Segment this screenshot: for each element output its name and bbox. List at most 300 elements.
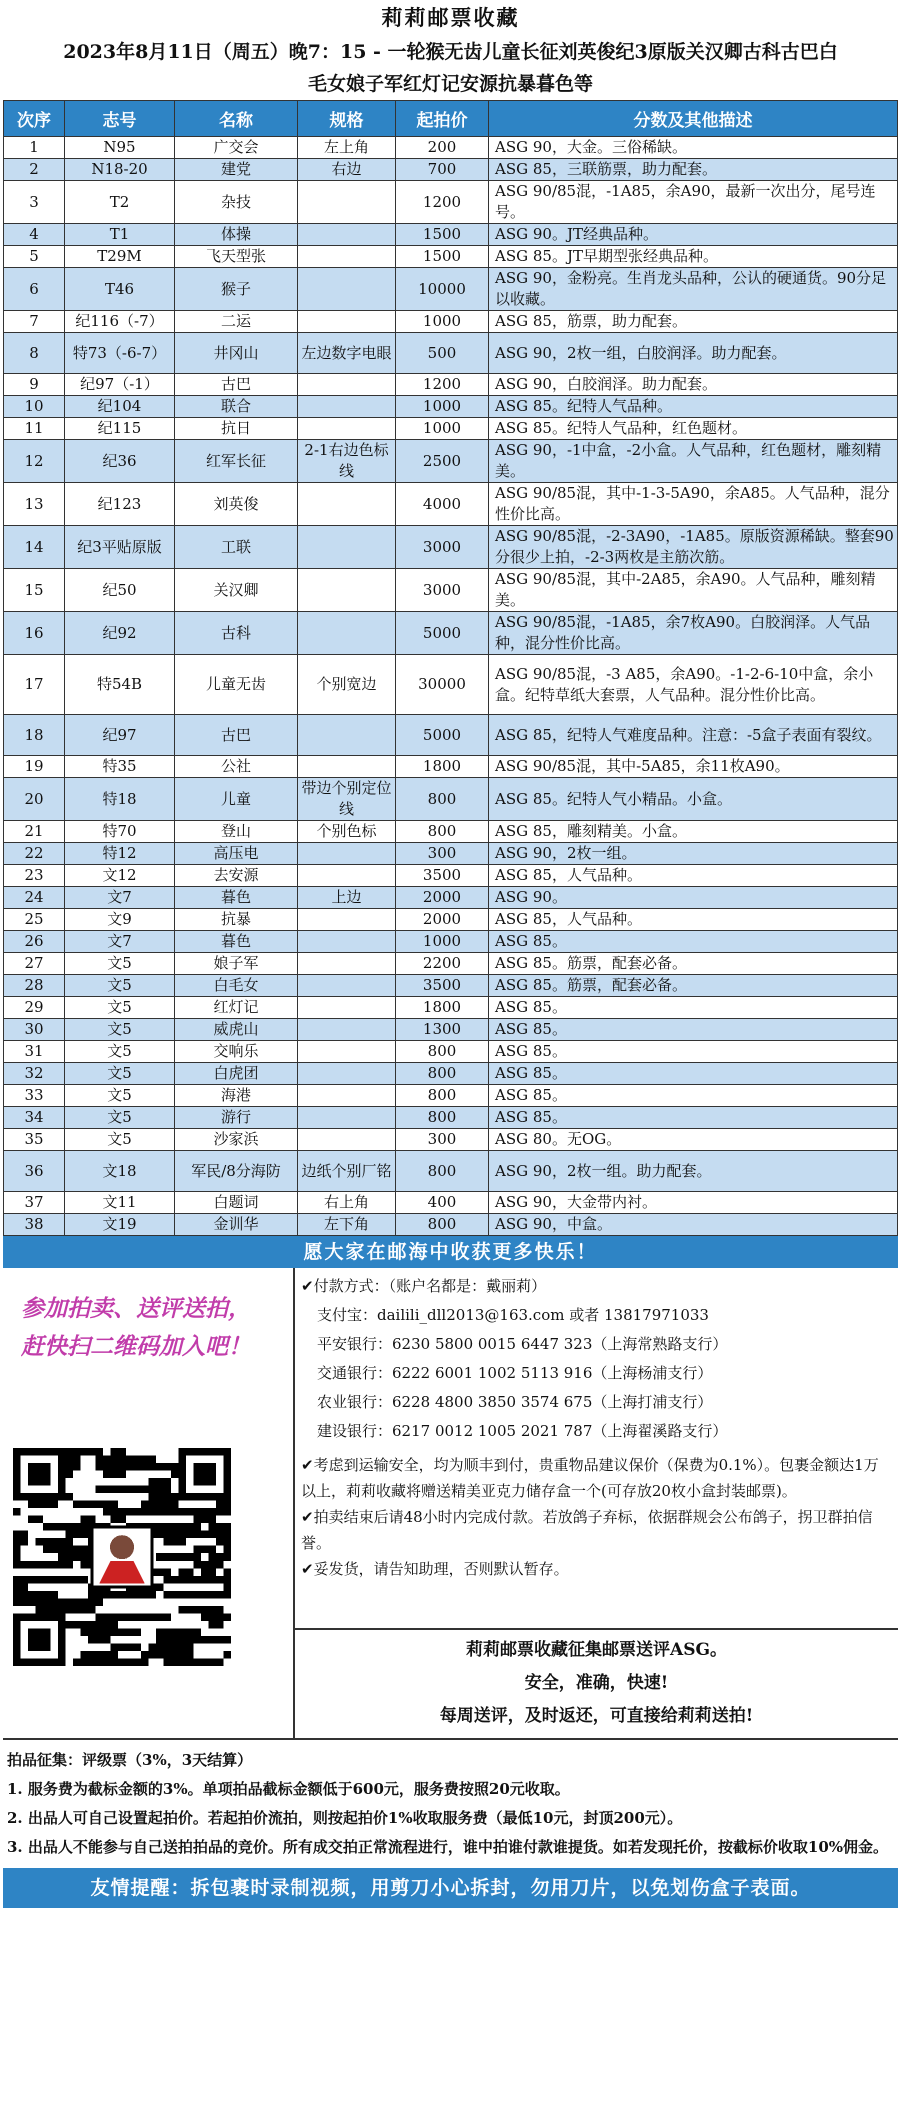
table-row bbox=[4, 418, 898, 440]
row-no: 38 bbox=[4, 1214, 65, 1236]
row-no: 4 bbox=[4, 224, 65, 246]
row-no: 33 bbox=[4, 1085, 65, 1107]
promo-line1: 参加拍卖、送评送拍， bbox=[21, 1295, 251, 1322]
row-price: 800 bbox=[396, 778, 489, 821]
row-price: 1000 bbox=[396, 396, 489, 418]
table-row bbox=[4, 1063, 898, 1085]
row-name: 暮色 bbox=[175, 887, 298, 909]
table-row bbox=[4, 1107, 898, 1129]
row-spec bbox=[298, 1041, 396, 1063]
row-code: 特35 bbox=[65, 756, 175, 778]
table-row bbox=[4, 1151, 898, 1192]
row-price: 1800 bbox=[396, 997, 489, 1019]
row-code: T2 bbox=[65, 181, 175, 224]
row-no: 13 bbox=[4, 483, 65, 526]
row-price: 500 bbox=[396, 333, 489, 374]
row-spec bbox=[298, 1019, 396, 1041]
row-desc: ASG 90，2枚一组。 bbox=[489, 843, 898, 865]
row-no: 37 bbox=[4, 1192, 65, 1214]
row-no: 20 bbox=[4, 778, 65, 821]
table-row bbox=[4, 396, 898, 418]
row-desc: ASG 85。 bbox=[489, 1063, 898, 1085]
row-code: 纪36 bbox=[65, 440, 175, 483]
row-no: 15 bbox=[4, 569, 65, 612]
row-no: 6 bbox=[4, 268, 65, 311]
asg-line1: 莉莉邮票收藏征集邮票送评ASG。 bbox=[466, 1640, 727, 1660]
row-desc: ASG 90/85混，其中-1-3-5A90，余A85。人气品种，混分性价比高。 bbox=[489, 483, 898, 526]
row-name: 关汉卿 bbox=[175, 569, 298, 612]
row-price: 1200 bbox=[396, 374, 489, 396]
row-name: 去安源 bbox=[175, 865, 298, 887]
row-no: 26 bbox=[4, 931, 65, 953]
table-row bbox=[4, 909, 898, 931]
row-desc: ASG 90/85混，其中-2A85，余A90。人气品种，雕刻精美。 bbox=[489, 569, 898, 612]
row-code: 特12 bbox=[65, 843, 175, 865]
row-desc: ASG 85，纪特人气难度品种。注意：-5盒子表面有裂纹。 bbox=[489, 715, 898, 756]
table-row bbox=[4, 821, 898, 843]
table-row bbox=[4, 715, 898, 756]
row-no: 21 bbox=[4, 821, 65, 843]
row-price: 1500 bbox=[396, 246, 489, 268]
row-code: T1 bbox=[65, 224, 175, 246]
row-spec bbox=[298, 1063, 396, 1085]
row-price: 300 bbox=[396, 843, 489, 865]
row-spec bbox=[298, 483, 396, 526]
row-no: 22 bbox=[4, 843, 65, 865]
row-price: 1500 bbox=[396, 224, 489, 246]
greeting-banner: 愿大家在邮海中收获更多快乐！ bbox=[3, 1236, 898, 1268]
row-price: 1000 bbox=[396, 311, 489, 333]
row-price: 1000 bbox=[396, 931, 489, 953]
rule-item: 1. 服务费为截标金额的3%。单项拍品截标金额低于600元，服务费按照20元收取。 bbox=[7, 1780, 570, 1798]
row-spec bbox=[298, 181, 396, 224]
row-name: 联合 bbox=[175, 396, 298, 418]
row-name: 沙家浜 bbox=[175, 1129, 298, 1151]
row-code: 纪104 bbox=[65, 396, 175, 418]
row-name: 公社 bbox=[175, 756, 298, 778]
notice-list bbox=[295, 1446, 898, 1582]
row-no: 1 bbox=[4, 137, 65, 159]
row-no: 29 bbox=[4, 997, 65, 1019]
alipay-account: 支付宝：dailili_dll2013@163.com 或者 13817971033 bbox=[317, 1306, 709, 1324]
row-no: 19 bbox=[4, 756, 65, 778]
row-spec bbox=[298, 931, 396, 953]
row-code: 文5 bbox=[65, 1063, 175, 1085]
table-header-row bbox=[4, 101, 898, 137]
row-code: 文11 bbox=[65, 1192, 175, 1214]
row-price: 3000 bbox=[396, 526, 489, 569]
row-no: 3 bbox=[4, 181, 65, 224]
table-row bbox=[4, 1129, 898, 1151]
row-spec: 上边 bbox=[298, 887, 396, 909]
row-spec bbox=[298, 311, 396, 333]
stamp-table bbox=[3, 100, 898, 1236]
notice-item: ✔考虑到运输安全，均为顺丰到付，贵重物品建议保价（保费为0.1%）。包裹金额达1万以上，莉莉收藏将赠送精美亚克力储存盒一个(可存放20枚小盒封装邮票)。 bbox=[301, 1456, 879, 1500]
row-name: 娘子军 bbox=[175, 953, 298, 975]
row-no: 32 bbox=[4, 1063, 65, 1085]
row-name: 抗暴 bbox=[175, 909, 298, 931]
row-desc: ASG 90，2枚一组。助力配套。 bbox=[489, 1151, 898, 1192]
row-desc: ASG 85。 bbox=[489, 1041, 898, 1063]
row-desc: ASG 85。 bbox=[489, 931, 898, 953]
payment-title: ✔付款方式：（账户名都是：戴丽莉） bbox=[301, 1277, 547, 1295]
row-desc: ASG 90/85混，-3 A85，余A90。-1-2-6-10中盒，余小盒。纪特草纸大套票，人气品种。混分性价比高。 bbox=[489, 655, 898, 715]
table-row bbox=[4, 159, 898, 181]
row-price: 800 bbox=[396, 1151, 489, 1192]
row-price: 1300 bbox=[396, 1019, 489, 1041]
table-row bbox=[4, 137, 898, 159]
row-name: 红灯记 bbox=[175, 997, 298, 1019]
row-spec bbox=[298, 374, 396, 396]
row-name: 井冈山 bbox=[175, 333, 298, 374]
table-row bbox=[4, 1214, 898, 1236]
row-no: 14 bbox=[4, 526, 65, 569]
row-no: 8 bbox=[4, 333, 65, 374]
row-spec bbox=[298, 396, 396, 418]
row-no: 34 bbox=[4, 1107, 65, 1129]
row-spec bbox=[298, 1129, 396, 1151]
row-code: 特73（-6-7） bbox=[65, 333, 175, 374]
row-spec bbox=[298, 756, 396, 778]
row-spec: 左边数字电眼 bbox=[298, 333, 396, 374]
row-code: T29M bbox=[65, 246, 175, 268]
row-no: 23 bbox=[4, 865, 65, 887]
row-price: 5000 bbox=[396, 715, 489, 756]
row-no: 12 bbox=[4, 440, 65, 483]
info-section bbox=[3, 1268, 898, 1740]
row-desc: ASG 85。 bbox=[489, 1107, 898, 1129]
row-no: 30 bbox=[4, 1019, 65, 1041]
header-price: 起拍价 bbox=[396, 101, 489, 137]
row-desc: ASG 80。无OG。 bbox=[489, 1129, 898, 1151]
auction-title-line2: 毛女娘子军红灯记安源抗暴暮色等 bbox=[307, 73, 593, 95]
row-price: 1800 bbox=[396, 756, 489, 778]
row-code: 文5 bbox=[65, 1041, 175, 1063]
header-spec: 规格 bbox=[298, 101, 396, 137]
row-desc: ASG 85。JT早期型张经典品种。 bbox=[489, 246, 898, 268]
row-desc: ASG 90。JT经典品种。 bbox=[489, 224, 898, 246]
row-price: 800 bbox=[396, 1214, 489, 1236]
row-price: 800 bbox=[396, 1085, 489, 1107]
table-row bbox=[4, 953, 898, 975]
row-desc: ASG 85，雕刻精美。小盒。 bbox=[489, 821, 898, 843]
asg-line2: 安全，准确，快速! bbox=[524, 1673, 669, 1693]
row-spec: 右边 bbox=[298, 159, 396, 181]
consignment-rules bbox=[3, 1740, 898, 1862]
row-spec bbox=[298, 975, 396, 997]
row-name: 交响乐 bbox=[175, 1041, 298, 1063]
row-no: 16 bbox=[4, 612, 65, 655]
row-name: 工联 bbox=[175, 526, 298, 569]
row-name: 军民/8分海防 bbox=[175, 1151, 298, 1192]
payment-info bbox=[295, 1268, 898, 1446]
asg-line3: 每周送评，及时返还，可直接给莉莉送拍! bbox=[439, 1706, 754, 1726]
row-no: 36 bbox=[4, 1151, 65, 1192]
table-row bbox=[4, 756, 898, 778]
row-spec bbox=[298, 909, 396, 931]
row-desc: ASG 90，2枚一组，白胶润泽。助力配套。 bbox=[489, 333, 898, 374]
row-spec bbox=[298, 997, 396, 1019]
row-desc: ASG 85。 bbox=[489, 997, 898, 1019]
row-price: 300 bbox=[396, 1129, 489, 1151]
row-name: 红军长征 bbox=[175, 440, 298, 483]
row-price: 3000 bbox=[396, 569, 489, 612]
row-spec bbox=[298, 843, 396, 865]
row-spec bbox=[298, 224, 396, 246]
table-row bbox=[4, 612, 898, 655]
row-spec bbox=[298, 246, 396, 268]
row-price: 2000 bbox=[396, 909, 489, 931]
header-name: 名称 bbox=[175, 101, 298, 137]
row-no: 2 bbox=[4, 159, 65, 181]
table-row bbox=[4, 997, 898, 1019]
row-name: 猴子 bbox=[175, 268, 298, 311]
row-price: 800 bbox=[396, 821, 489, 843]
table-row bbox=[4, 887, 898, 909]
shop-title: 莉莉邮票收藏 bbox=[381, 5, 520, 30]
row-price: 800 bbox=[396, 1063, 489, 1085]
notice-item: ✔拍卖结束后请48小时内完成付款。若放鸽子弃标，依据群规会公布鸽子，拐卫群拍信誉。 bbox=[301, 1508, 873, 1552]
row-desc: ASG 85，人气品种。 bbox=[489, 865, 898, 887]
row-price: 30000 bbox=[396, 655, 489, 715]
row-name: 白虎团 bbox=[175, 1063, 298, 1085]
row-name: 广交会 bbox=[175, 137, 298, 159]
row-code: T46 bbox=[65, 268, 175, 311]
row-name: 金训华 bbox=[175, 1214, 298, 1236]
row-price: 200 bbox=[396, 137, 489, 159]
row-name: 古科 bbox=[175, 612, 298, 655]
promo-column bbox=[3, 1268, 295, 1738]
table-row bbox=[4, 931, 898, 953]
row-name: 威虎山 bbox=[175, 1019, 298, 1041]
row-name: 海港 bbox=[175, 1085, 298, 1107]
table-row bbox=[4, 778, 898, 821]
row-spec: 边纸个别厂铭 bbox=[298, 1151, 396, 1192]
row-price: 400 bbox=[396, 1192, 489, 1214]
row-no: 11 bbox=[4, 418, 65, 440]
row-spec: 左下角 bbox=[298, 1214, 396, 1236]
row-price: 3500 bbox=[396, 975, 489, 997]
row-code: 文18 bbox=[65, 1151, 175, 1192]
row-desc: ASG 85。 bbox=[489, 1019, 898, 1041]
rule-item: 3. 出品人不能参与自己送拍拍品的竞价。所有成交拍正常流程进行，谁中拍谁付款谁提货。如若发现托价，按截标价收取10%佣金。 bbox=[7, 1838, 889, 1856]
row-code: 文7 bbox=[65, 887, 175, 909]
row-name: 白毛女 bbox=[175, 975, 298, 997]
row-no: 27 bbox=[4, 953, 65, 975]
table-row bbox=[4, 569, 898, 612]
row-desc: ASG 85，人气品种。 bbox=[489, 909, 898, 931]
row-spec bbox=[298, 865, 396, 887]
row-no: 7 bbox=[4, 311, 65, 333]
row-code: N18-20 bbox=[65, 159, 175, 181]
table-row bbox=[4, 374, 898, 396]
row-code: 文5 bbox=[65, 1129, 175, 1151]
row-name: 古巴 bbox=[175, 374, 298, 396]
row-name: 二运 bbox=[175, 311, 298, 333]
table-row bbox=[4, 483, 898, 526]
row-name: 登山 bbox=[175, 821, 298, 843]
row-desc: ASG 90，白胶润泽。助力配套。 bbox=[489, 374, 898, 396]
row-name: 暮色 bbox=[175, 931, 298, 953]
table-row bbox=[4, 311, 898, 333]
row-price: 800 bbox=[396, 1107, 489, 1129]
table-row bbox=[4, 246, 898, 268]
bank-account: 平安银行：6230 5800 0015 6447 323（上海常熟路支行） bbox=[317, 1335, 728, 1353]
row-no: 5 bbox=[4, 246, 65, 268]
header-code: 志号 bbox=[65, 101, 175, 137]
row-desc: ASG 85。筋票，配套必备。 bbox=[489, 975, 898, 997]
row-desc: ASG 85。 bbox=[489, 1085, 898, 1107]
row-price: 2500 bbox=[396, 440, 489, 483]
row-spec: 右上角 bbox=[298, 1192, 396, 1214]
row-code: 文5 bbox=[65, 997, 175, 1019]
table-row bbox=[4, 1019, 898, 1041]
bank-account: 建设银行：6217 0012 1005 2021 787（上海翟溪路支行） bbox=[317, 1422, 728, 1440]
asg-service-box bbox=[295, 1628, 898, 1738]
row-price: 10000 bbox=[396, 268, 489, 311]
row-desc: ASG 90，-1中盒，-2小盒。人气品种，红色题材，雕刻精美。 bbox=[489, 440, 898, 483]
table-row bbox=[4, 224, 898, 246]
header-no: 次序 bbox=[4, 101, 65, 137]
row-code: 文5 bbox=[65, 1085, 175, 1107]
row-no: 25 bbox=[4, 909, 65, 931]
row-spec: 个别色标 bbox=[298, 821, 396, 843]
row-spec: 带边个别定位线 bbox=[298, 778, 396, 821]
table-row bbox=[4, 843, 898, 865]
row-price: 700 bbox=[396, 159, 489, 181]
row-name: 高压电 bbox=[175, 843, 298, 865]
row-code: 文7 bbox=[65, 931, 175, 953]
row-no: 35 bbox=[4, 1129, 65, 1151]
row-desc: ASG 85。筋票，配套必备。 bbox=[489, 953, 898, 975]
row-desc: ASG 85。纪特人气小精品。小盒。 bbox=[489, 778, 898, 821]
row-desc: ASG 90/85混，-1A85，余7枚A90。白胶润泽。人气品种，混分性价比高。 bbox=[489, 612, 898, 655]
row-desc: ASG 90/85混，-2-3A90，-1A85。原版资源稀缺。整套90分很少上拍，-2-3两枚是主筋次筋。 bbox=[489, 526, 898, 569]
bank-account: 农业银行：6228 4800 3850 3574 675（上海打浦支行） bbox=[317, 1393, 713, 1411]
header-desc: 分数及其他描述 bbox=[489, 101, 898, 137]
row-code: 特54B bbox=[65, 655, 175, 715]
row-desc: ASG 90/85混，其中-5A85，余11枚A90。 bbox=[489, 756, 898, 778]
row-spec bbox=[298, 612, 396, 655]
row-name: 古巴 bbox=[175, 715, 298, 756]
row-price: 3500 bbox=[396, 865, 489, 887]
table-row bbox=[4, 268, 898, 311]
table-row bbox=[4, 1085, 898, 1107]
auction-title-line1: 2023年8月11日（周五）晚7：15 - 一轮猴无齿儿童长征刘英俊纪3原版关汉卿古科古巴白 bbox=[63, 41, 838, 63]
row-code: 文19 bbox=[65, 1214, 175, 1236]
table-row bbox=[4, 181, 898, 224]
qr-code-icon[interactable] bbox=[13, 1448, 231, 1666]
row-code: 特70 bbox=[65, 821, 175, 843]
table-row bbox=[4, 655, 898, 715]
row-spec bbox=[298, 526, 396, 569]
row-name: 体操 bbox=[175, 224, 298, 246]
table-row bbox=[4, 526, 898, 569]
row-spec bbox=[298, 953, 396, 975]
row-desc: ASG 90，大金带内衬。 bbox=[489, 1192, 898, 1214]
row-code: 纪115 bbox=[65, 418, 175, 440]
row-code: 文5 bbox=[65, 953, 175, 975]
row-no: 28 bbox=[4, 975, 65, 997]
row-name: 杂技 bbox=[175, 181, 298, 224]
row-no: 24 bbox=[4, 887, 65, 909]
row-code: 纪92 bbox=[65, 612, 175, 655]
row-code: N95 bbox=[65, 137, 175, 159]
row-price: 800 bbox=[396, 1041, 489, 1063]
table-row bbox=[4, 333, 898, 374]
table-row bbox=[4, 975, 898, 997]
row-code: 纪50 bbox=[65, 569, 175, 612]
row-desc: ASG 90，大金。三俗稀缺。 bbox=[489, 137, 898, 159]
row-code: 纪97 bbox=[65, 715, 175, 756]
row-code: 纪116（-7） bbox=[65, 311, 175, 333]
row-code: 文9 bbox=[65, 909, 175, 931]
row-code: 纪3平贴原版 bbox=[65, 526, 175, 569]
row-no: 9 bbox=[4, 374, 65, 396]
row-spec: 2-1右边色标线 bbox=[298, 440, 396, 483]
row-price: 4000 bbox=[396, 483, 489, 526]
row-code: 纪97（-1） bbox=[65, 374, 175, 396]
row-name: 游行 bbox=[175, 1107, 298, 1129]
row-no: 10 bbox=[4, 396, 65, 418]
row-spec: 左上角 bbox=[298, 137, 396, 159]
row-no: 31 bbox=[4, 1041, 65, 1063]
row-price: 5000 bbox=[396, 612, 489, 655]
row-price: 1000 bbox=[396, 418, 489, 440]
row-no: 17 bbox=[4, 655, 65, 715]
row-price: 2200 bbox=[396, 953, 489, 975]
row-name: 飞天型张 bbox=[175, 246, 298, 268]
row-code: 文5 bbox=[65, 975, 175, 997]
row-name: 抗日 bbox=[175, 418, 298, 440]
row-price: 2000 bbox=[396, 887, 489, 909]
row-spec bbox=[298, 715, 396, 756]
row-spec bbox=[298, 418, 396, 440]
row-desc: ASG 85。纪特人气品种，红色题材。 bbox=[489, 418, 898, 440]
table-row bbox=[4, 1192, 898, 1214]
payment-column bbox=[295, 1268, 898, 1738]
row-code: 文12 bbox=[65, 865, 175, 887]
row-spec: 个别宽边 bbox=[298, 655, 396, 715]
row-name: 儿童 bbox=[175, 778, 298, 821]
row-spec bbox=[298, 1107, 396, 1129]
row-name: 建党 bbox=[175, 159, 298, 181]
row-desc: ASG 90/85混，-1A85，余A90，最新一次出分，尾号连号。 bbox=[489, 181, 898, 224]
row-desc: ASG 90。 bbox=[489, 887, 898, 909]
promo-text bbox=[3, 1268, 293, 1366]
friendly-tip-banner: 友情提醒：拆包裹时录制视频，用剪刀小心拆封，勿用刀片，以免划伤盒子表面。 bbox=[3, 1868, 898, 1908]
table-row bbox=[4, 1041, 898, 1063]
row-desc: ASG 85。纪特人气品种。 bbox=[489, 396, 898, 418]
row-desc: ASG 90，中盒。 bbox=[489, 1214, 898, 1236]
rule-item: 2. 出品人可自己设置起拍价。若起拍价流拍，则按起拍价1%收取服务费（最低10元，封顶200元）。 bbox=[7, 1809, 683, 1827]
row-code: 文5 bbox=[65, 1107, 175, 1129]
row-desc: ASG 90，金粉亮。生肖龙头品种，公认的硬通货。90分足以收藏。 bbox=[489, 268, 898, 311]
row-name: 儿童无齿 bbox=[175, 655, 298, 715]
row-desc: ASG 85，三联筋票，助力配套。 bbox=[489, 159, 898, 181]
table-body bbox=[4, 137, 898, 1236]
row-code: 纪123 bbox=[65, 483, 175, 526]
row-no: 18 bbox=[4, 715, 65, 756]
row-code: 文5 bbox=[65, 1019, 175, 1041]
row-spec bbox=[298, 1085, 396, 1107]
table-row bbox=[4, 440, 898, 483]
row-price: 1200 bbox=[396, 181, 489, 224]
notice-item: ✔妥发货，请告知助理，否则默认暂存。 bbox=[301, 1560, 569, 1578]
table-row bbox=[4, 865, 898, 887]
row-spec bbox=[298, 268, 396, 311]
row-desc: ASG 85，筋票，助力配套。 bbox=[489, 311, 898, 333]
